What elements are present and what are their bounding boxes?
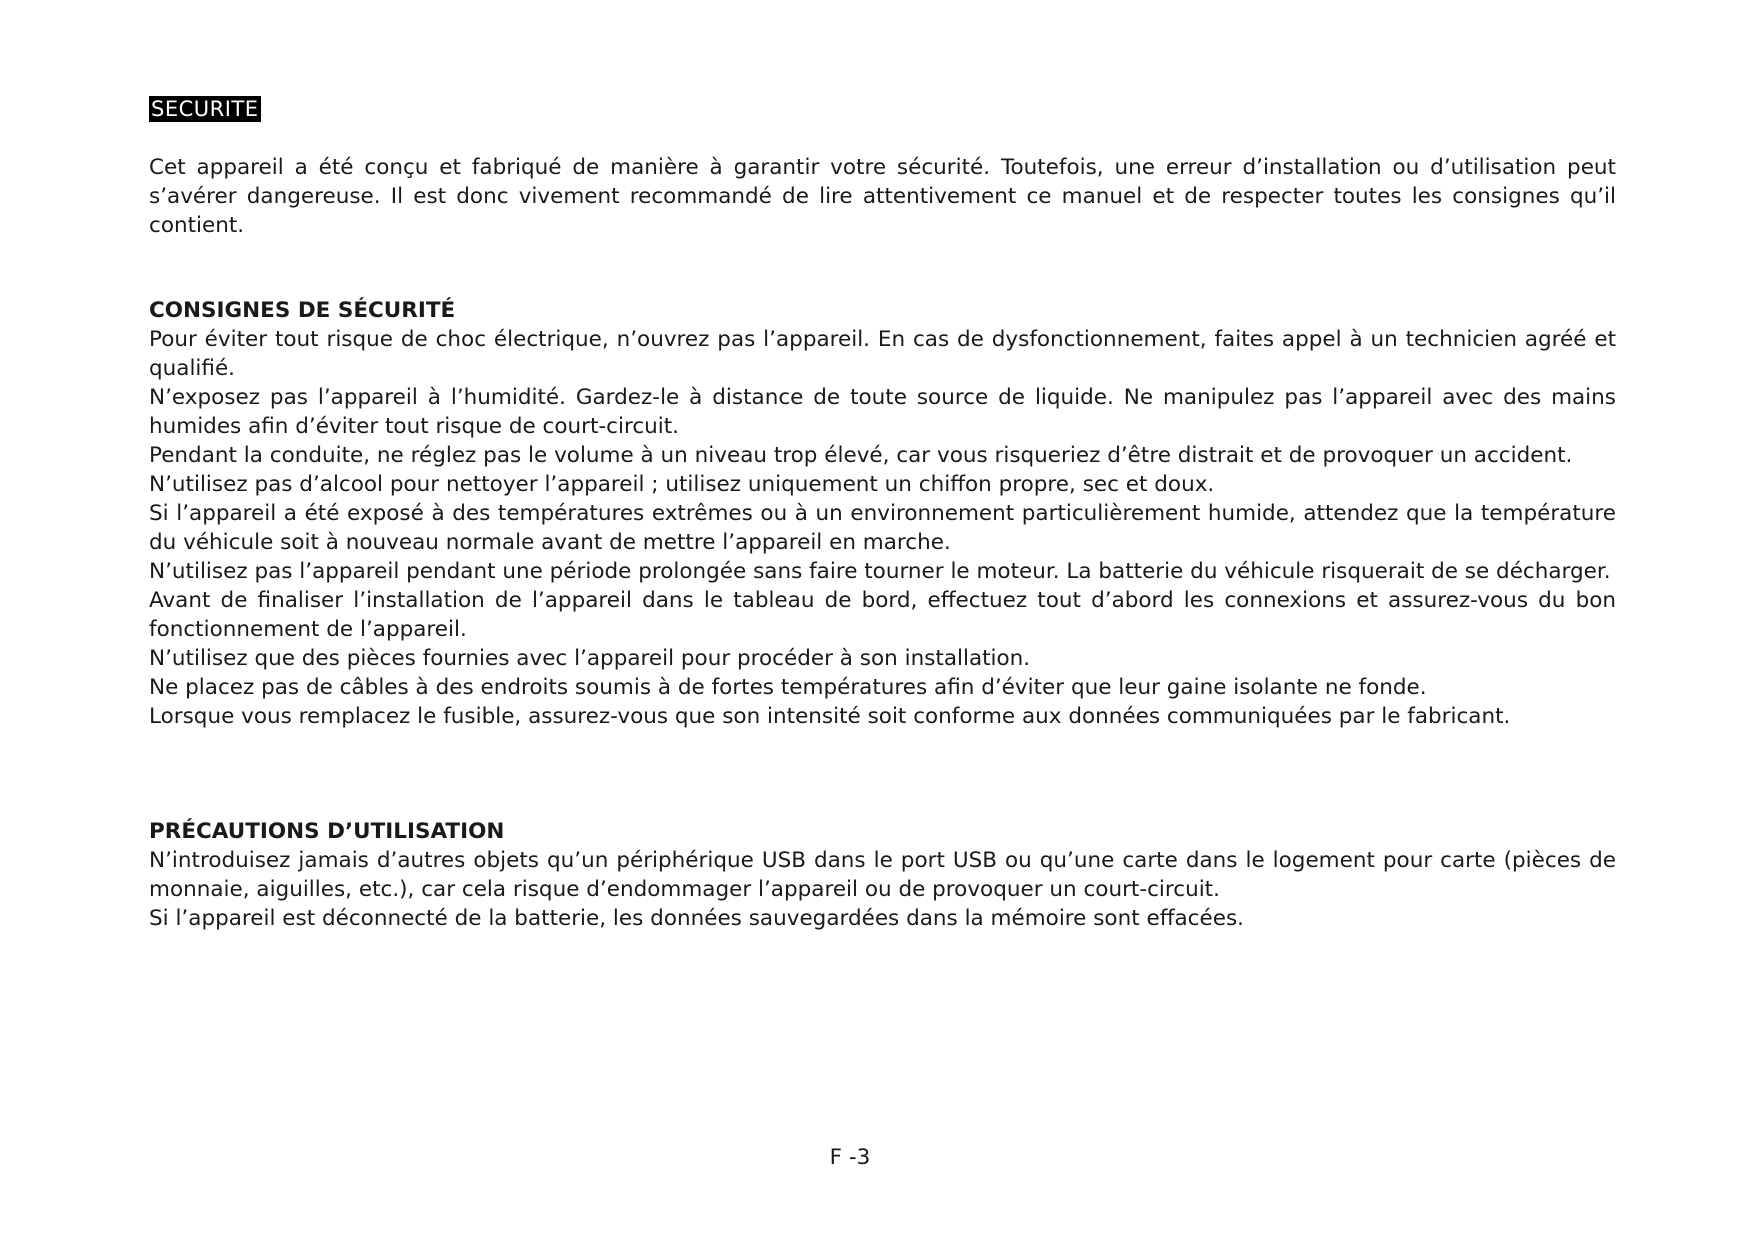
consignes-paragraph: N’exposez pas l’appareil à l’humidité. Gardez-le à distance de toute source de liquide. Ne manipulez pas l’appareil avec des mains humides afin d’éviter tout risque de court-circuit.: [149, 385, 1616, 439]
precautions-paragraph: N’introduisez jamais d’autres objets qu’un périphérique USB dans le port USB ou qu’une carte dans le logement pour carte (pièces de monnaie, aiguilles, etc.), car cela risque d’endommager l’appareil ou de provoquer un court-circuit.: [149, 848, 1616, 902]
consignes-paragraph: N’utilisez pas l’appareil pendant une période prolongée sans faire tourner le moteur. La batterie du véhicule risquerait de se décharger.: [149, 559, 1611, 584]
consignes-paragraph: N’utilisez que des pièces fournies avec l’appareil pour procéder à son installation.: [149, 646, 1031, 671]
precautions-heading: PRÉCAUTIONS D’UTILISATION: [149, 819, 505, 844]
intro-paragraph: Cet appareil a été conçu et fabriqué de manière à garantir votre sécurité. Toutefois, une erreur d’installation ou d’utilisation peut s’avérer dangereuse. Il est donc vivement recommandé de lire attentivement ce manuel et de respecter toutes les consignes qu’il contient.: [149, 155, 1616, 238]
section-tag: SECURITE: [151, 97, 259, 121]
consignes-heading: CONSIGNES DE SÉCURITÉ: [149, 298, 456, 323]
precautions-section: [149, 817, 1616, 933]
precautions-paragraph: Si l’appareil est déconnecté de la batterie, les données sauvegardées dans la mémoire sont effacées.: [149, 906, 1244, 931]
consignes-paragraph: Ne placez pas de câbles à des endroits soumis à de fortes températures afin d’éviter que leur gaine isolante ne fonde.: [149, 675, 1427, 700]
consignes-paragraph: Lorsque vous remplacez le fusible, assurez-vous que son intensité soit conforme aux données communiquées par le fabricant.: [149, 704, 1511, 729]
consignes-paragraph: Pendant la conduite, ne réglez pas le volume à un niveau trop élevé, car vous risqueriez d’être distrait et de provoquer un accident.: [149, 443, 1573, 468]
page-number: F -3: [829, 1145, 871, 1170]
consignes-paragraph: N’utilisez pas d’alcool pour nettoyer l’appareil ; utilisez uniquement un chiffon propre, sec et doux.: [149, 472, 1215, 497]
consignes-paragraph: Pour éviter tout risque de choc électrique, n’ouvrez pas l’appareil. En cas de dysfonctionnement, faites appel à un technicien agréé et qualifié.: [149, 327, 1616, 381]
consignes-section: [149, 296, 1616, 731]
consignes-paragraph: Si l’appareil a été exposé à des températures extrêmes ou à un environnement particulièrement humide, attendez que la température du véhicule soit à nouveau normale avant de mettre l’appareil en marche.: [149, 501, 1616, 555]
consignes-paragraph: Avant de finaliser l’installation de l’appareil dans le tableau de bord, effectuez tout d’abord les connexions et assurez-vous du bon fonctionnement de l’appareil.: [149, 588, 1616, 642]
